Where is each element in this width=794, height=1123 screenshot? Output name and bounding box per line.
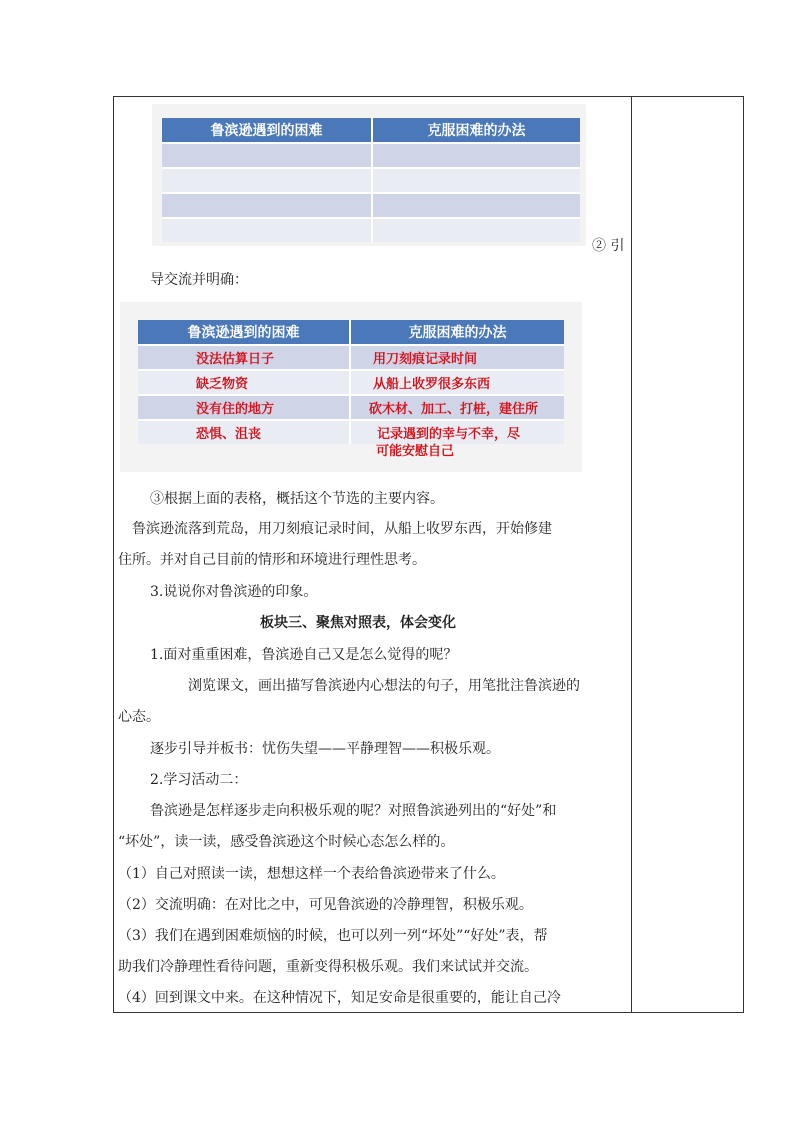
paragraph-line: （4）回到课文中来。在这种情况下，知足安命是很重要的，能让自己冷: [118, 990, 561, 1006]
paragraph-line: （3）我们在遇到困难烦恼的时候，也可以列一列“坏处”“好处”表，帮: [118, 928, 548, 944]
table2: [138, 320, 564, 444]
paragraph-line: 1.面对重重困难，鲁滨逊自己又是怎么觉得的呢？: [150, 647, 458, 663]
table-cell: 用刀刻痕记录时间: [350, 345, 564, 370]
paragraph-line: （2）交流明确：在对比之中，可见鲁滨逊的冷静理智，积极乐观。: [118, 897, 533, 913]
table1-header-difficulty: 鲁滨逊遇到的困难: [162, 118, 372, 143]
step2-text: 导交流并明确：: [150, 272, 248, 288]
paragraph-line: 助我们冷静理性看待问题，重新变得积极乐观。我们来试试并交流。: [118, 959, 538, 975]
table-cell: 缺乏物资: [138, 370, 350, 395]
table2-header-solution: 克服困难的办法: [350, 320, 564, 345]
table-cell: [162, 193, 372, 218]
table-cell: 砍木材、加工、打桩，建住所: [350, 395, 564, 420]
table1: [162, 118, 580, 242]
table-cell: 记录遇到的幸与不幸，尽: [350, 420, 564, 444]
paragraph-line: 浏览课文，画出描写鲁滨逊内心想法的句子，用笔批注鲁滨逊的: [188, 678, 580, 694]
table-cell: [162, 218, 372, 242]
step2-marker: ② 引: [592, 238, 625, 254]
table1-image: [152, 104, 586, 246]
paragraph-line: 住所。并对自己目前的情形和环境进行理性思考。: [118, 552, 426, 568]
table-cell: [372, 143, 580, 168]
paragraph-line: 鲁滨逊流落到荒岛，用刀刻痕记录时间，从船上收罗东西，开始修建: [132, 521, 552, 537]
table-cell: 没法估算日子: [138, 345, 350, 370]
paragraph-line: ③根据上面的表格，概括这个节选的主要内容。: [150, 491, 444, 507]
table-cell: [372, 168, 580, 193]
section-heading: 板块三、聚焦对照表，体会变化: [260, 615, 456, 631]
paragraph-line: 逐步引导并板书：忧伤失望——平静理智——积极乐观。: [150, 741, 500, 757]
paragraph-line: “坏处”，读一读，感受鲁滨逊这个时候心态怎么样的。: [118, 834, 455, 850]
paragraph-line: 2.学习活动二：: [150, 772, 248, 788]
table-cell: 没有住的地方: [138, 395, 350, 420]
paragraph-line: （1）自己对照读一读，想想这样一个表给鲁滨逊带来了什么。: [118, 866, 505, 882]
table-cell: [162, 168, 372, 193]
table-cell: 从船上收罗很多东西: [350, 370, 564, 395]
table2-header-difficulty: 鲁滨逊遇到的困难: [138, 320, 350, 345]
table1-header-solution: 克服困难的办法: [372, 118, 580, 143]
table-cell: [162, 143, 372, 168]
table-cell: 恐惧、沮丧: [138, 420, 350, 444]
table2-image: [120, 302, 582, 472]
table-cell: [372, 193, 580, 218]
column-divider: [631, 96, 632, 1013]
paragraph-line: 心态。: [118, 709, 160, 725]
table-cell: [372, 218, 580, 242]
table2-overflow-text: 可能安慰自己: [376, 444, 455, 459]
paragraph-line: 鲁滨逊是怎样逐步走向积极乐观的呢？对照鲁滨逊列出的“好处”和: [150, 803, 557, 819]
paragraph-line: 3.说说你对鲁滨逊的印象。: [150, 584, 318, 600]
